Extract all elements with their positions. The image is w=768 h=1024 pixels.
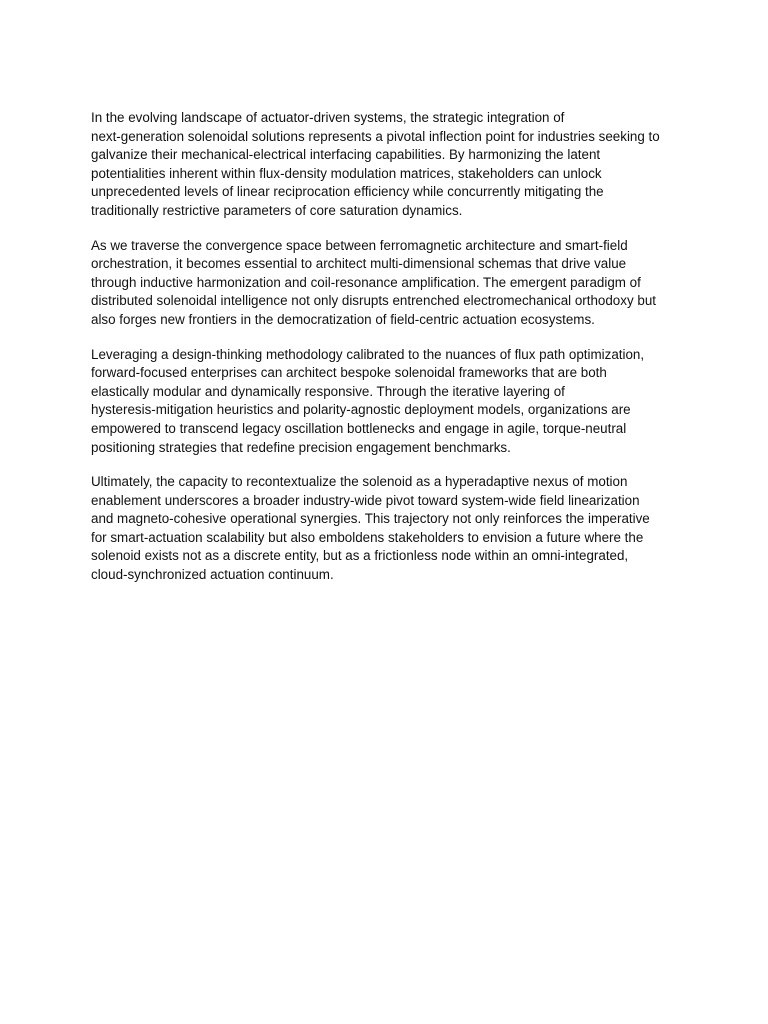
paragraph-line: Leveraging a design-thinking methodology calibrated to the nuances of flux path optimization, [91, 346, 645, 362]
paragraph-3 [91, 346, 691, 458]
paragraph-line: distributed solenoidal intelligence not only disrupts entrenched electromechanical orthodoxy but [91, 293, 656, 309]
document-body [91, 109, 691, 601]
paragraph-line: galvanize their mechanical-electrical interfacing capabilities. By harmonizing the latent [91, 147, 601, 163]
paragraph-4 [91, 473, 691, 585]
paragraph-line: enablement underscores a broader industry-wide pivot toward system-wide field linearization [91, 492, 640, 508]
paragraph-line: forward-focused enterprises can architect bespoke solenoidal frameworks that are both [91, 365, 607, 381]
paragraph-line: solenoid exists not as a discrete entity, but as a frictionless node within an omni-integrated, [91, 548, 629, 564]
paragraph-2 [91, 237, 691, 330]
paragraph-line: As we traverse the convergence space between ferromagnetic architecture and smart-field [91, 237, 628, 253]
paragraph-line: traditionally restrictive parameters of core saturation dynamics. [91, 202, 463, 218]
paragraph-1 [91, 109, 691, 221]
paragraph-line: and magneto-cohesive operational synergies. This trajectory not only reinforces the imperative [91, 511, 650, 527]
paragraph-line: Ultimately, the capacity to recontextualize the solenoid as a hyperadaptive nexus of motion [91, 474, 628, 490]
paragraph-line: cloud-synchronized actuation continuum. [91, 567, 334, 583]
paragraph-line: elastically modular and dynamically responsive. Through the iterative layering of [91, 383, 565, 399]
paragraph-line: next-generation solenoidal solutions represents a pivotal inflection point for industries seeking to [91, 128, 660, 144]
paragraph-line: unprecedented levels of linear reciprocation efficiency while concurrently mitigating the [91, 184, 604, 200]
paragraph-line: also forges new frontiers in the democratization of field-centric actuation ecosystems. [91, 311, 595, 327]
paragraph-line: potentialities inherent within flux-density modulation matrices, stakeholders can unlock [91, 165, 602, 181]
paragraph-line: hysteresis-mitigation heuristics and polarity-agnostic deployment models, organizations are [91, 402, 631, 418]
paragraph-line: through inductive harmonization and coil-resonance amplification. The emergent paradigm of [91, 274, 641, 290]
paragraph-line: orchestration, it becomes essential to architect multi-dimensional schemas that drive value [91, 256, 627, 272]
paragraph-line: In the evolving landscape of actuator-driven systems, the strategic integration of [91, 110, 565, 125]
paragraph-line: for smart-actuation scalability but also emboldens stakeholders to envision a future where the [91, 529, 644, 545]
paragraph-line: positioning strategies that redefine precision engagement benchmarks. [91, 439, 511, 455]
paragraph-line: empowered to transcend legacy oscillation bottlenecks and engage in agile, torque-neutral [91, 420, 627, 436]
